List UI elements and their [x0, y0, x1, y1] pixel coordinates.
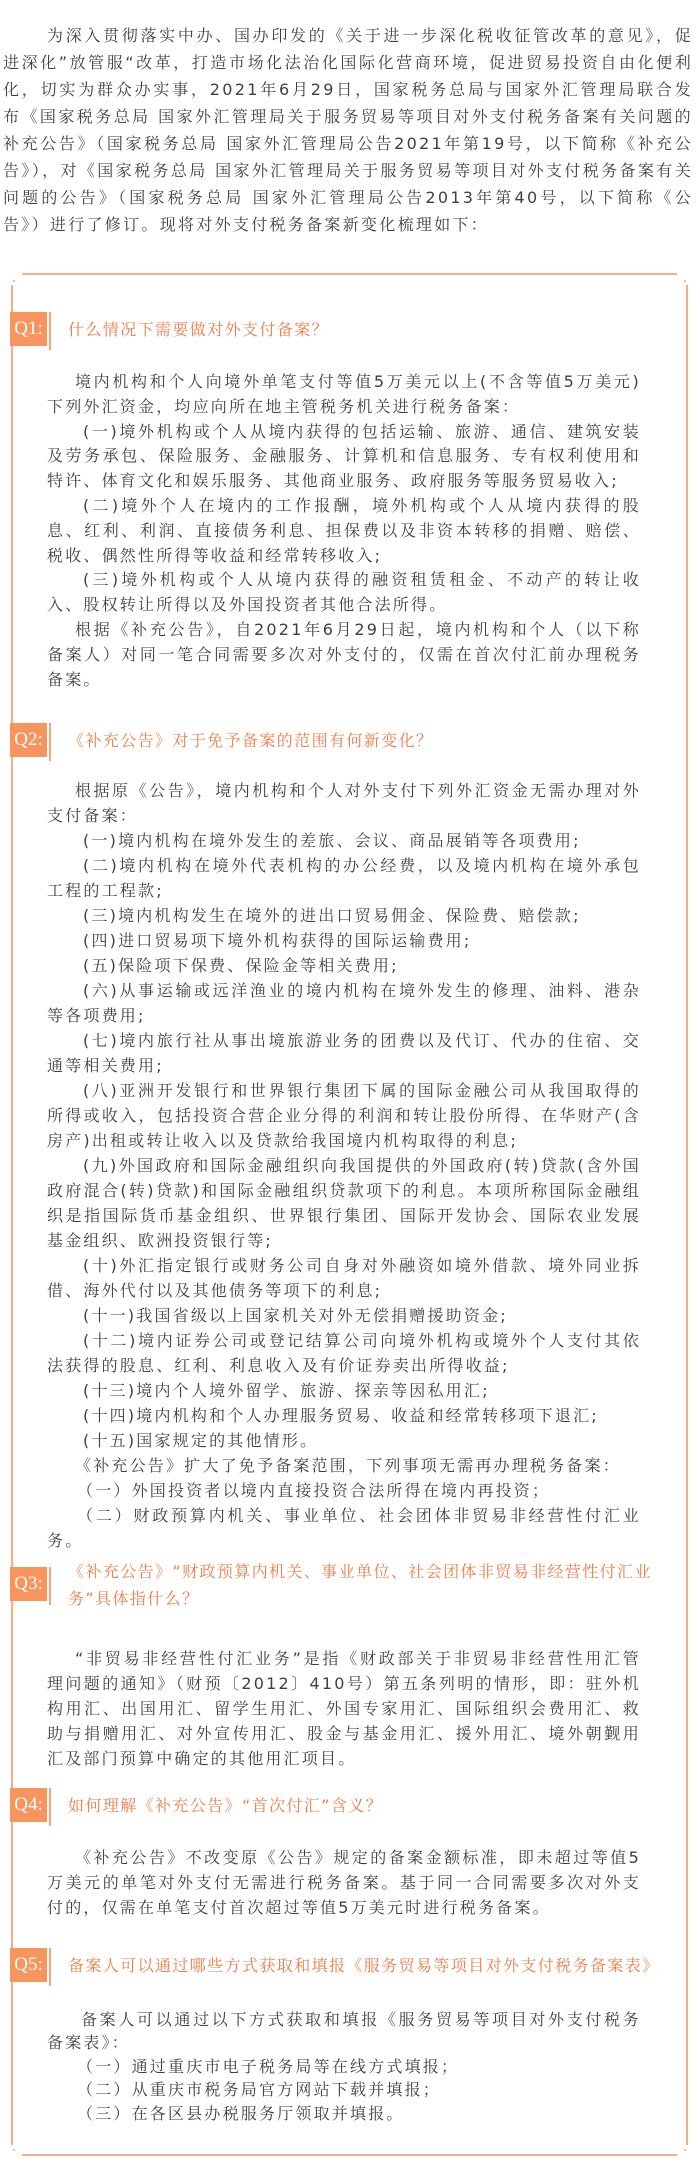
- question-badge: Q1:: [10, 312, 47, 346]
- frame-right-border: [686, 285, 688, 2145]
- answer-paragraph: “非贸易非经营性付汇业务”是指《财政部关于非贸易非经营性用汇管理问题的通知》（财预〔2012〕410号）第五条列明的情形，即：驻外机构用汇、出国用汇、留学生用汇、外国专家用汇、国际组织会费用汇、救助与捐赠用汇、对外宣传用汇、股金与基金用汇、援外用汇、境外朝觐用汇及部门预算中确定的其他用汇项目。: [47, 1648, 641, 1768]
- answer-list-item: (九)外国政府和国际金融组织向我国提供的外国政府(转)贷款(含外国政府混合(转)贷款)和国际金融组织贷款项下的利息。本项所称国际金融组织是指国际货币基金组织、世界银行集团、国际开发协会、国际农业发展基金组织、欧洲投资银行等;: [47, 1155, 641, 1250]
- question-badge: Q3:: [10, 1567, 47, 1601]
- answer-list-item: （一）外国投资者以境内直接投资合法所得在境内再投资；: [77, 1480, 551, 1500]
- answer-list-item: (四)进口贸易项下境外机构获得的国际运输费用;: [83, 930, 472, 950]
- question-badge: Q5:: [10, 1948, 47, 1982]
- answer-list-item: (一)境外机构或个人从境内获得的包括运输、旅游、通信、建筑安装及劳务承包、保险服务、金融服务、计算机和信息服务、专有权利使用和特许、体育文化和娱乐服务、其他商业服务、政府服务等服务贸易收入;: [47, 421, 641, 491]
- frame-corner-dot: [13, 2149, 15, 2151]
- answer-paragraph: 境内机构和个人向境外单笔支付等值5万美元以上(不含等值5万美元)下列外汇资金，均应向所在地主管税务机关进行税务备案：: [47, 372, 641, 416]
- answer-paragraph: 《补充公告》扩大了免予备案范围，下列事项无需再办理税务备案：: [75, 1455, 622, 1475]
- intro-paragraph: 为深入贯彻落实中办、国办印发的《关于进一步深化税收征管改革的意见》，促进深化”放管服“改革，打造市场化法治化国际化营商环境，促进贸易投资自由化便利化，切实为群众办实事，2021年6月29日，国家税务总局与国家外汇管理局联合发布《国家税务总局 国家外汇管理局关于服务贸易等项目对外支付税务备案有关问题的补充公告》（国家税务总局 国家外汇管理局公告2021年第19号，以下简称《补充公告》），对《国家税务总局 国家外汇管理局关于服务贸易等项目对外支付税务备案有关问题的公告》（国家税务总局 国家外汇管理局公告2013年第40号，以下简称《公告》）进行了修订。现将对外支付税务备案新变化梳理如下：: [3, 26, 693, 234]
- answer-list-item: (六)从事运输或远洋渔业的境内机构在境外发生的修理、油料、港杂等各项费用;: [47, 980, 641, 1025]
- answer-list-item: （二）从重庆市税务局官方网站下载并填报；: [77, 2080, 442, 2100]
- answer-list-item: (十一)我国省级以上国家机关对外无偿捐赠援助资金;: [83, 1305, 508, 1325]
- answer-list-item: (十二)境内证券公司或登记结算公司向境外机构或境外个人支付其依法获得的股息、红利、利息收入及有价证券卖出所得收益;: [47, 1330, 641, 1375]
- answer-list-item: (二)境内机构在境外代表机构的办公经费，以及境内机构在境外承包工程的工程款;: [47, 855, 641, 900]
- answer-list-item: (一)境内机构在境外发生的差旅、会议、商品展销等各项费用;: [83, 830, 581, 850]
- answer-body: [47, 1646, 641, 1771]
- frame-corner-dot: [684, 280, 686, 282]
- frame-corner-dot: [13, 280, 15, 282]
- answer-list-item: (三)境外机构或个人从境内获得的融资租赁租金、不动产的转让收入、股权转让所得以及外国投资者其他合法所得。: [47, 570, 641, 615]
- frame-left-border: [11, 285, 13, 2145]
- question-badge: Q2:: [10, 723, 47, 757]
- question-title: 如何理解《补充公告》“首次付汇”含义？: [68, 1795, 384, 1815]
- answer-list-item: （三）在各区县办税服务厅领取并填报。: [77, 2103, 405, 2123]
- answer-list-item: (十四)境内机构和个人办理服务贸易、收益和经常转移项下退汇;: [83, 1405, 599, 1425]
- answer-paragraph: 根据原《公告》，境内机构和个人对外支付下列外汇资金无需办理对外支付备案：: [47, 780, 641, 825]
- answer-list-item: （二）财政预算内机关、事业单位、社会团体非贸易非经营性付汇业务。: [47, 1505, 641, 1550]
- answer-list-item: (十五)国家规定的其他情形。: [83, 1430, 319, 1450]
- answer-body: [47, 778, 641, 1553]
- answer-list-item: (二)境外个人在境内的工作报酬，境外机构或个人从境内获得的股息、红利、利润、直接债务利息、担保费以及非资本转移的捐赠、赔偿、税收、偶然性所得等收益和经常转移收入;: [47, 495, 641, 565]
- answer-list-item: (十)外汇指定银行或财务公司自身对外融资如境外借款、境外同业拆借、海外代付以及其他债务等项下的利息;: [47, 1255, 641, 1300]
- question-title: 《补充公告》“财政预算内机关、事业单位、社会团体非贸易非经营性付汇业务”具体指什么？: [68, 1562, 652, 1608]
- question-title: 什么情况下需要做对外支付备案？: [68, 319, 330, 339]
- answer-paragraph: 备案人可以通过以下方式获取和填报《服务贸易等项目对外支付税务备案表》：: [47, 2010, 641, 2053]
- frame-bottom-border: [22, 2154, 677, 2156]
- question-title: 《补充公告》对于免予备案的范围有何新变化？: [68, 730, 434, 750]
- answer-list-item: (三)境内机构发生在境外的进出口贸易佣金、保险费、赔偿款;: [83, 905, 581, 925]
- answer-paragraph: 《补充公告》不改变原《公告》规定的备案金额标准，即未超过等值5万美元的单笔对外支付无需进行税务备案。基于同一合同需要多次对外支付的，仅需在单笔支付首次超过等值5万美元时进行税务备案。: [47, 1847, 641, 1917]
- answer-list-item: (十三)境内个人境外留学、旅游、探亲等因私用汇;: [83, 1380, 490, 1400]
- answer-list-item: (七)境内旅行社从事出境旅游业务的团费以及代订、代办的住宿、交通等相关费用;: [47, 1030, 641, 1075]
- answer-body: [47, 370, 641, 692]
- answer-body: [47, 2008, 641, 2125]
- question-badge: Q4:: [10, 1788, 47, 1822]
- answer-list-item: （一）通过重庆市电子税务局等在线方式填报；: [77, 2056, 460, 2076]
- frame-top-border: [22, 273, 677, 275]
- frame-corner-dot: [684, 2149, 686, 2151]
- answer-list-item: (八)亚洲开发银行和世界银行集团下属的国际金融公司从我国取得的所得或收入，包括投资合营企业分得的利润和转让股份所得、在华财产(含房产)出租或转让收入以及贷款给我国境内机构取得的利息;: [47, 1080, 641, 1150]
- answer-body: [47, 1845, 641, 1920]
- answer-paragraph: 根据《补充公告》，自2021年6月29日起，境内机构和个人（以下称备案人）对同一笔合同需要多次对外支付的，仅需在首次付汇前办理税务备案。: [47, 619, 641, 689]
- question-title: 备案人可以通过哪些方式获取和填报《服务贸易等项目对外支付税务备案表》: [68, 1955, 660, 1975]
- answer-list-item: (五)保险项下保费、保险金等相关费用;: [83, 955, 399, 975]
